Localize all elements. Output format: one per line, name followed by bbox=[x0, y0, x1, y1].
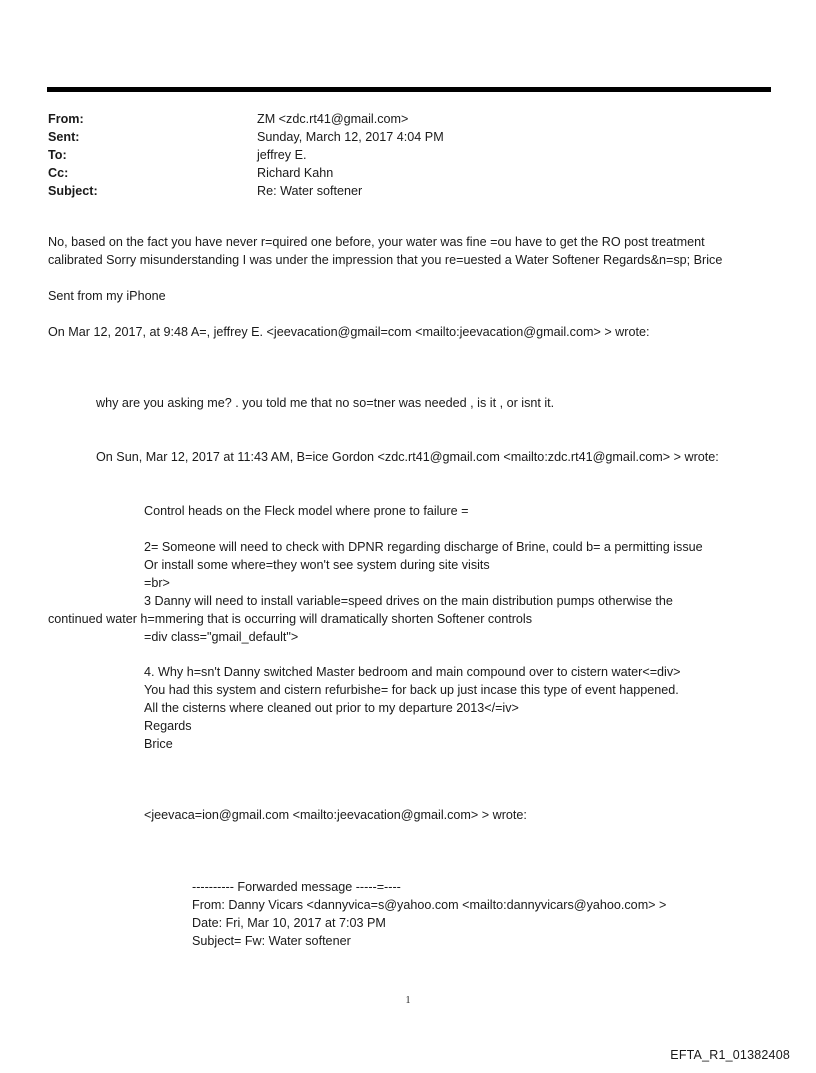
bates-number: EFTA_R1_01382408 bbox=[670, 1048, 790, 1062]
quote2-line: Brice bbox=[144, 737, 173, 751]
from-value: ZM <zdc.rt41@gmail.com> bbox=[257, 112, 409, 126]
quote2-line: Control heads on the Fleck model where prone to failure = bbox=[144, 504, 469, 518]
cc-label: Cc: bbox=[48, 166, 69, 180]
forward-line: From: Danny Vicars <dannyvica=s@yahoo.com <mailto:dannyvicars@yahoo.com> > bbox=[192, 898, 667, 912]
from-label: From: bbox=[48, 112, 84, 126]
quote2-line: All the cisterns where cleaned out prior to my departure 2013</=iv> bbox=[144, 701, 519, 715]
subject-value: Re: Water softener bbox=[257, 184, 363, 198]
quote2-line: 3 Danny will need to install variable=speed drives on the main distribution pumps otherwise the bbox=[144, 594, 673, 608]
quote2-line: You had this system and cistern refurbishe= for back up just incase this type of event happened. bbox=[144, 683, 679, 697]
reply-line-2: calibrated Sorry misunderstanding I was under the impression that you re=uested a Water Softener Regards&n=sp; Brice bbox=[48, 253, 723, 267]
quote2-line: Regards bbox=[144, 719, 192, 733]
quote2-line: 2= Someone will need to check with DPNR regarding discharge of Brine, could b= a permitting issue bbox=[144, 540, 703, 554]
quote2-line: =div class="gmail_default"> bbox=[144, 630, 299, 644]
reply-line-1: No, based on the fact you have never r=quired one before, your water was fine =ou have to get the RO post treatment bbox=[48, 235, 705, 249]
quote2-line: 4. Why h=sn't Danny switched Master bedroom and main compound over to cistern water<=div> bbox=[144, 665, 681, 679]
quote2-line: Or install some where=they won't see system during site visits bbox=[144, 558, 490, 572]
quote1-header: On Mar 12, 2017, at 9:48 A=, jeffrey E. <jeevacation@gmail=com <mailto:jeevacation@gmail.com> > wrote: bbox=[48, 325, 650, 339]
sent-value: Sunday, March 12, 2017 4:04 PM bbox=[257, 130, 444, 144]
quote1-text: why are you asking me? . you told me that no so=tner was needed , is it , or isnt it. bbox=[96, 396, 555, 410]
to-label: To: bbox=[48, 148, 67, 162]
sent-label: Sent: bbox=[48, 130, 80, 144]
to-value: jeffrey E. bbox=[257, 148, 307, 162]
quote2-header: On Sun, Mar 12, 2017 at 11:43 AM, B=ice Gordon <zdc.rt41@gmail.com <mailto:zdc.rt41@gmail.com> > wrote: bbox=[96, 450, 719, 464]
page-number: 1 bbox=[405, 995, 411, 1006]
quote2-line: continued water h=mmering that is occurring will dramatically shorten Softener controls bbox=[48, 612, 533, 626]
header-rule bbox=[47, 87, 771, 92]
quote3-header: <jeevaca=ion@gmail.com <mailto:jeevacation@gmail.com> > wrote: bbox=[144, 808, 527, 822]
signature: Sent from my iPhone bbox=[48, 289, 166, 303]
cc-value: Richard Kahn bbox=[257, 166, 334, 180]
forward-line: ---------- Forwarded message -----=---- bbox=[192, 880, 401, 894]
forward-line: Date: Fri, Mar 10, 2017 at 7:03 PM bbox=[192, 916, 386, 930]
quote2-line: =br> bbox=[144, 576, 170, 590]
forward-line: Subject= Fw: Water softener bbox=[192, 934, 351, 948]
subject-label: Subject: bbox=[48, 184, 98, 198]
